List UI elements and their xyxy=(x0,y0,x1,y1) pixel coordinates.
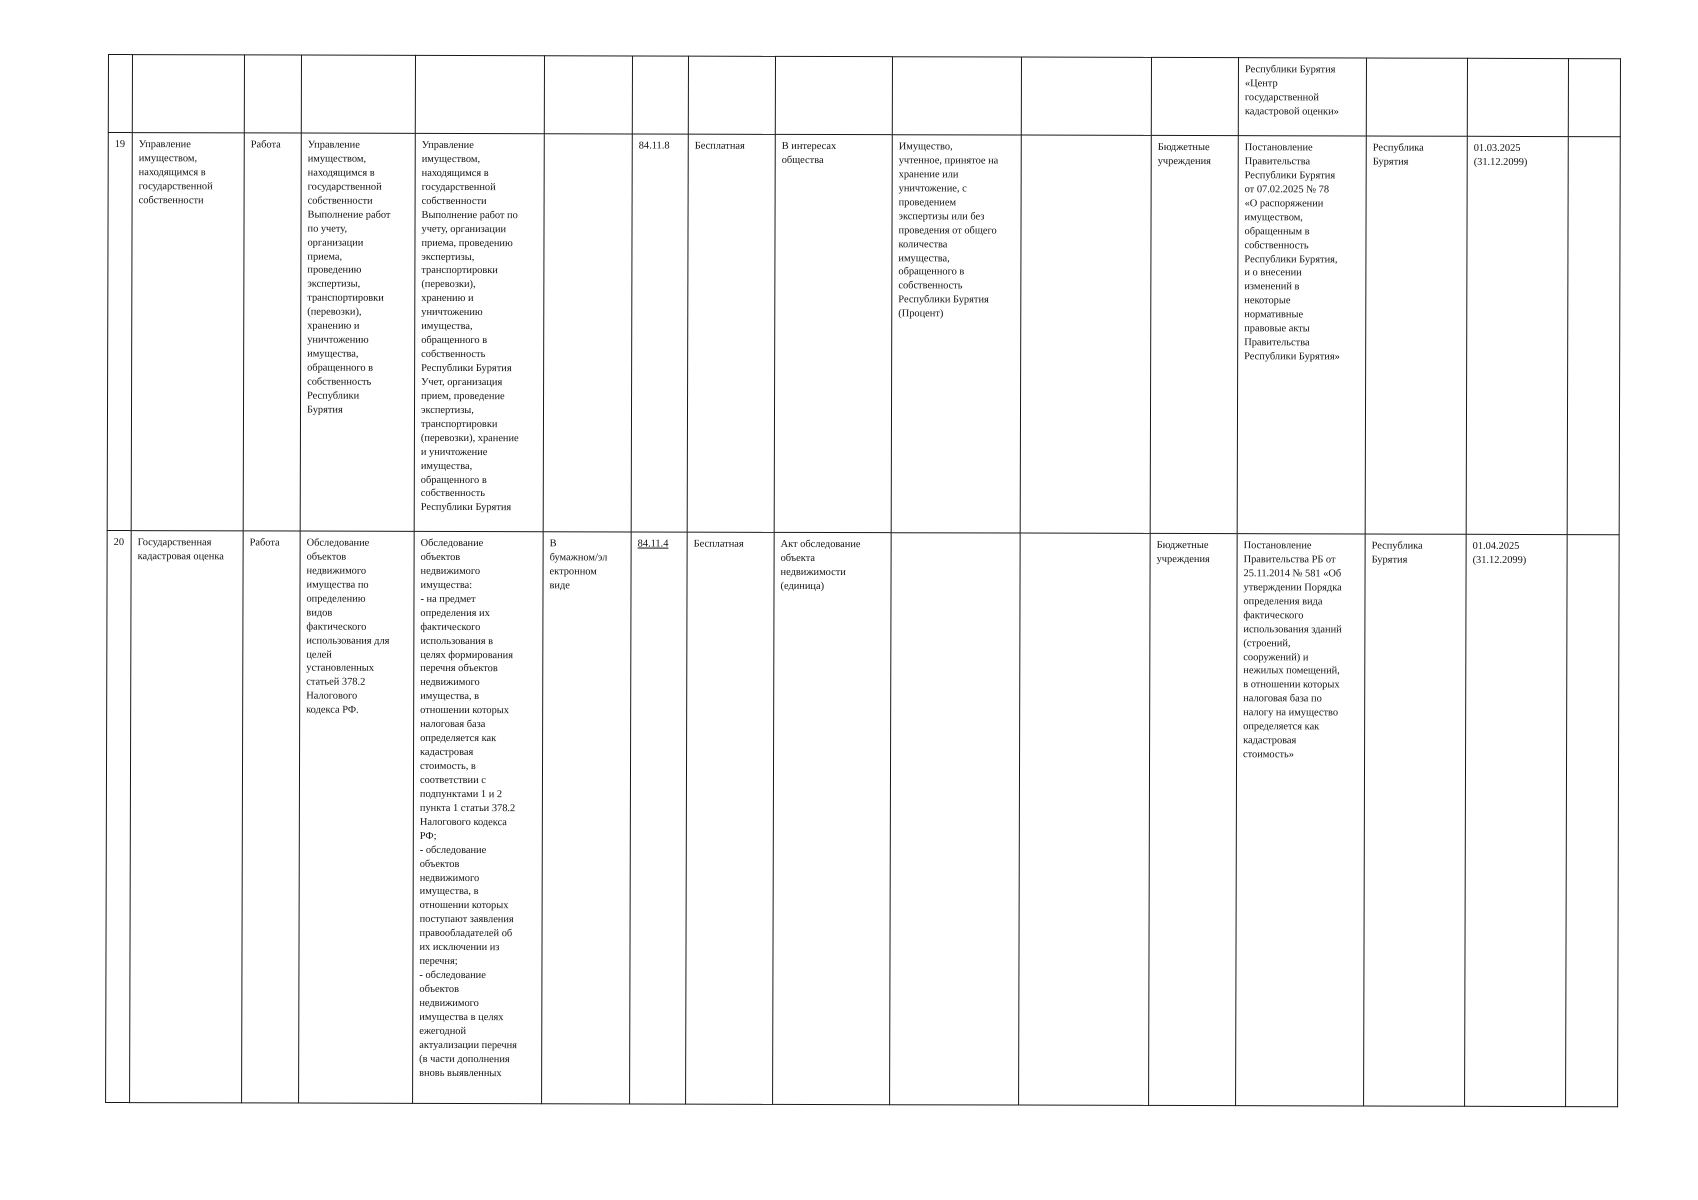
service-type: Работа xyxy=(242,531,301,1103)
table-cell xyxy=(1366,58,1467,136)
table-cell xyxy=(108,55,132,133)
service-content: Управление имуществом, находящимся в государственной собственности Выполнение работ по учету, организации приема, проведению экспертизы, транспортировки (перевозки), хранению и уничтожению имущества, обращенного в собственность Республики Бурятия xyxy=(300,133,415,531)
okved-code: 84.11.8 xyxy=(631,134,688,532)
payment-type: Бесплатная xyxy=(686,532,775,1104)
service-name: Государственная кадастровая оценка xyxy=(130,531,244,1103)
table-cell xyxy=(1567,137,1620,535)
table-cell xyxy=(415,55,544,133)
table-cell xyxy=(1020,135,1151,533)
region: Республика Бурятия xyxy=(1365,136,1467,534)
row-number: 20 xyxy=(106,530,132,1102)
table-cell xyxy=(1151,57,1238,135)
effective-dates: 01.04.2025 (31.12.2099) xyxy=(1465,534,1568,1106)
legal-basis: Постановление Правительства РБ от 25.11.2014 № 581 «Об утверждении Порядка определения вида фактического использования зданий (строений, сооружений) и нежилых помещений, в отношении которых налоговая база по налогу на имущество определяется как кадастровая стоимость» xyxy=(1236,534,1366,1106)
okved-code: 84.11.4 xyxy=(630,532,688,1104)
table-cell xyxy=(544,56,632,134)
institution-name-cell: Республики Бурятия «Центр государственной кадастровой оценки» xyxy=(1238,58,1366,136)
table-cell xyxy=(775,56,892,134)
table-cell xyxy=(1568,59,1620,137)
table-row xyxy=(106,530,1620,1106)
service-content: Обследование объектов недвижимого имущества по определению видов фактического использования для целей установленных статьей 378.2 Налогового кодекса РФ. xyxy=(299,531,415,1103)
table-cell xyxy=(132,55,244,133)
consumers: Акт обследование объекта недвижимости (единица) xyxy=(773,532,892,1104)
payment-type: Бесплатная xyxy=(687,134,775,532)
institution-type: Бюджетные учреждения xyxy=(1150,135,1238,533)
table-cell xyxy=(1021,57,1151,135)
quality-indicator: Имущество, учтенное, принятое на хранение или уничтожение, с проведением экспертизы или без проведения от общего количества имущества, обращенного в собственность Республики Бурятия (Процент) xyxy=(891,135,1021,533)
service-form: В бумажном/эл ектронном виде xyxy=(542,532,632,1104)
consumers: В интересах общества xyxy=(774,134,892,532)
region: Республика Бурятия xyxy=(1364,534,1467,1106)
document-sheet xyxy=(105,54,1620,1106)
continuation-row xyxy=(108,55,1620,137)
table-cell xyxy=(244,55,301,133)
effective-dates: 01.03.2025 (31.12.2099) xyxy=(1466,136,1568,534)
service-description: Управление имуществом, находящимся в государственной собственности Выполнение работ по учету, организации приема, проведению экспертизы, транспортировки (перевозки), хранению и уничтожению имущества, обращенного в собственность Республики Бурятия Учет, организация прием, проведение экспертизы, транспортировки (перевозки), хранение и уничтожение имущества, обращенного в собственность Республики Бурятия xyxy=(414,133,544,531)
institution-type: Бюджетные учреждения xyxy=(1149,533,1238,1105)
table-cell xyxy=(1566,535,1620,1107)
table-cell xyxy=(1019,533,1151,1105)
table-cell xyxy=(632,56,688,134)
row-number: 19 xyxy=(107,133,132,531)
service-name: Управление имуществом, находящимся в государственной собственности xyxy=(131,133,244,531)
service-type: Работа xyxy=(243,133,301,531)
table-cell xyxy=(301,55,415,133)
table-cell xyxy=(892,57,1021,135)
table-cell xyxy=(688,56,775,134)
service-form xyxy=(543,134,632,532)
services-registry-table xyxy=(105,54,1621,1107)
legal-basis: Постановление Правительства Республики Бурятия от 07.02.2025 № 78 «О распоряжении имуществом, обращенным в собственность Республики Бурятия, и о внесении изменений в некоторые нормативные правовые акты Правительства Республики Бурятия» xyxy=(1237,136,1366,534)
table-row xyxy=(107,133,1620,535)
service-description: Обследование объектов недвижимого имущества: - на предмет определения их фактического использования в целях формирования перечня объектов недвижимого имущества, в отношении которых налоговая база определяется как кадастровая стоимость, в соответствии с подпунктами 1 и 2 пункта 1 статьи 378.2 Налогового кодекса РФ; - обследование объектов недвижимого имущества, в отношении которых поступают заявления правообладателей об их исключении из перечня; - обследование объектов недвижимого имущества в целях ежегодной актуализации перечня (в части дополнения вновь выявленных xyxy=(413,531,544,1103)
table-cell xyxy=(1467,58,1568,136)
quality-indicator xyxy=(890,533,1021,1105)
